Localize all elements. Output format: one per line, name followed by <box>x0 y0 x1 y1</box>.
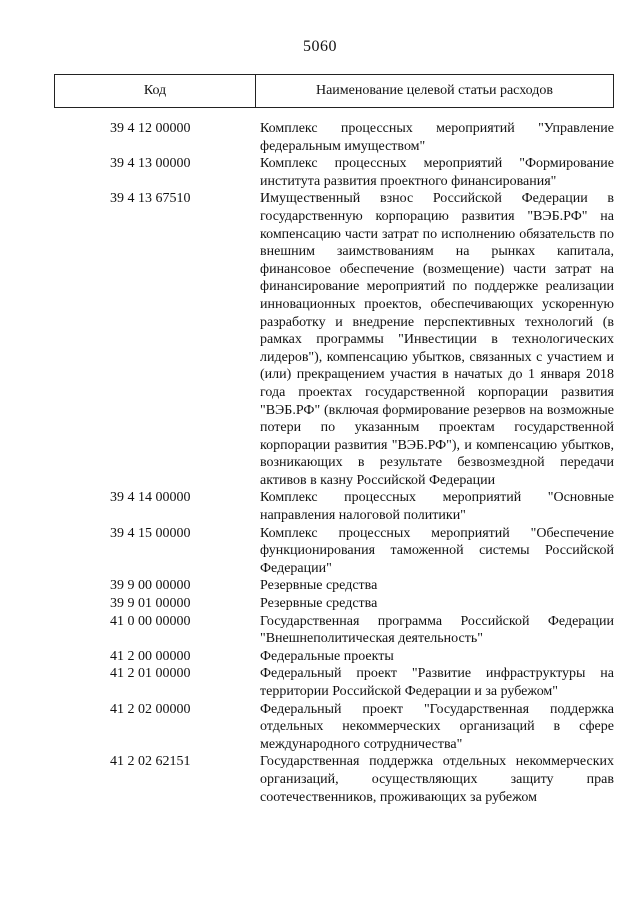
header-code: Код <box>55 75 256 107</box>
row-code: 41 2 00 00000 <box>110 648 191 664</box>
budget-table <box>54 74 614 806</box>
row-name: Федеральный проект "Государственная поддержка отдельных некоммерческих организаций в сфере международного сотрудничества" <box>260 701 614 752</box>
table-row <box>54 595 614 613</box>
row-name: Имущественный взнос Российской Федерации в государственную корпорацию развития "ВЭБ.РФ" на компенсацию части затрат по исполнению обязательств по внешним заимствованиям на рынках капитала, финансовое обеспечение (возмещение) части затрат на финансирование мероприятий по поддержке реализации инновационных проектов, обеспечивающих ускоренную разработку и внедрение перспективных технологий (в рамках программы "Инвестиции в технологических лидеров"), компенсацию убытков, связанных с участием и (или) прекращением участия в начатых до 1 января 2018 года проектах государственной корпорации развития "ВЭБ.РФ" (включая формирование резервов на возможные потери по указанным проектам государственной корпорации развития "ВЭБ.РФ"), и компенсацию убытков, возникающих в результате безвозмездной передачи активов в казну Российской Федерации <box>260 191 614 488</box>
row-name: Федеральные проекты <box>260 648 394 664</box>
table-row <box>54 190 614 489</box>
row-name: Комплекс процессных мероприятий "Обеспечение функционирования таможенной системы Российской Федерации" <box>260 525 614 576</box>
row-name: Федеральный проект "Развитие инфраструктуры на территории Российской Федерации и за рубежом" <box>260 666 614 699</box>
row-code: 39 4 14 00000 <box>110 490 191 506</box>
table-row <box>54 648 614 666</box>
row-name: Комплекс процессных мероприятий "Формирование института развития проектного финансирования" <box>260 156 614 189</box>
table-row <box>54 665 614 700</box>
row-code: 41 2 02 00000 <box>110 701 191 717</box>
table-body <box>54 120 614 806</box>
row-code: 39 9 00 00000 <box>110 578 191 594</box>
row-name: Государственная поддержка отдельных некоммерческих организаций, осуществляющих защиту прав соотечественников, проживающих за рубежом <box>260 754 614 805</box>
header-name: Наименование целевой статьи расходов <box>315 83 554 98</box>
row-code: 39 4 13 67510 <box>110 191 191 207</box>
table-row <box>54 577 614 595</box>
table-row <box>54 120 614 155</box>
table-row <box>54 155 614 190</box>
table-row <box>54 753 614 806</box>
row-code: 41 2 01 00000 <box>110 666 191 682</box>
row-code: 39 4 13 00000 <box>110 156 191 172</box>
row-name: Комплекс процессных мероприятий "Основные направления налоговой политики" <box>260 490 614 524</box>
row-code: 41 2 02 62151 <box>110 754 191 770</box>
row-code: 41 0 00 00000 <box>110 613 191 629</box>
table-row <box>54 701 614 754</box>
row-name: Комплекс процессных мероприятий "Управление федеральным имуществом" <box>260 121 614 154</box>
row-name: Резервные средства <box>260 596 378 612</box>
table-row <box>54 613 614 648</box>
row-code: 39 4 15 00000 <box>110 525 191 541</box>
table-header <box>54 74 614 108</box>
row-name: Резервные средства <box>260 578 378 594</box>
page-number: 5060 <box>303 38 337 55</box>
table-row <box>54 489 614 524</box>
row-code: 39 4 12 00000 <box>110 121 191 136</box>
row-name: Государственная программа Российской Федерации "Внешнеполитическая деятельность" <box>260 613 614 647</box>
row-code: 39 9 01 00000 <box>110 596 191 612</box>
table-row <box>54 525 614 578</box>
